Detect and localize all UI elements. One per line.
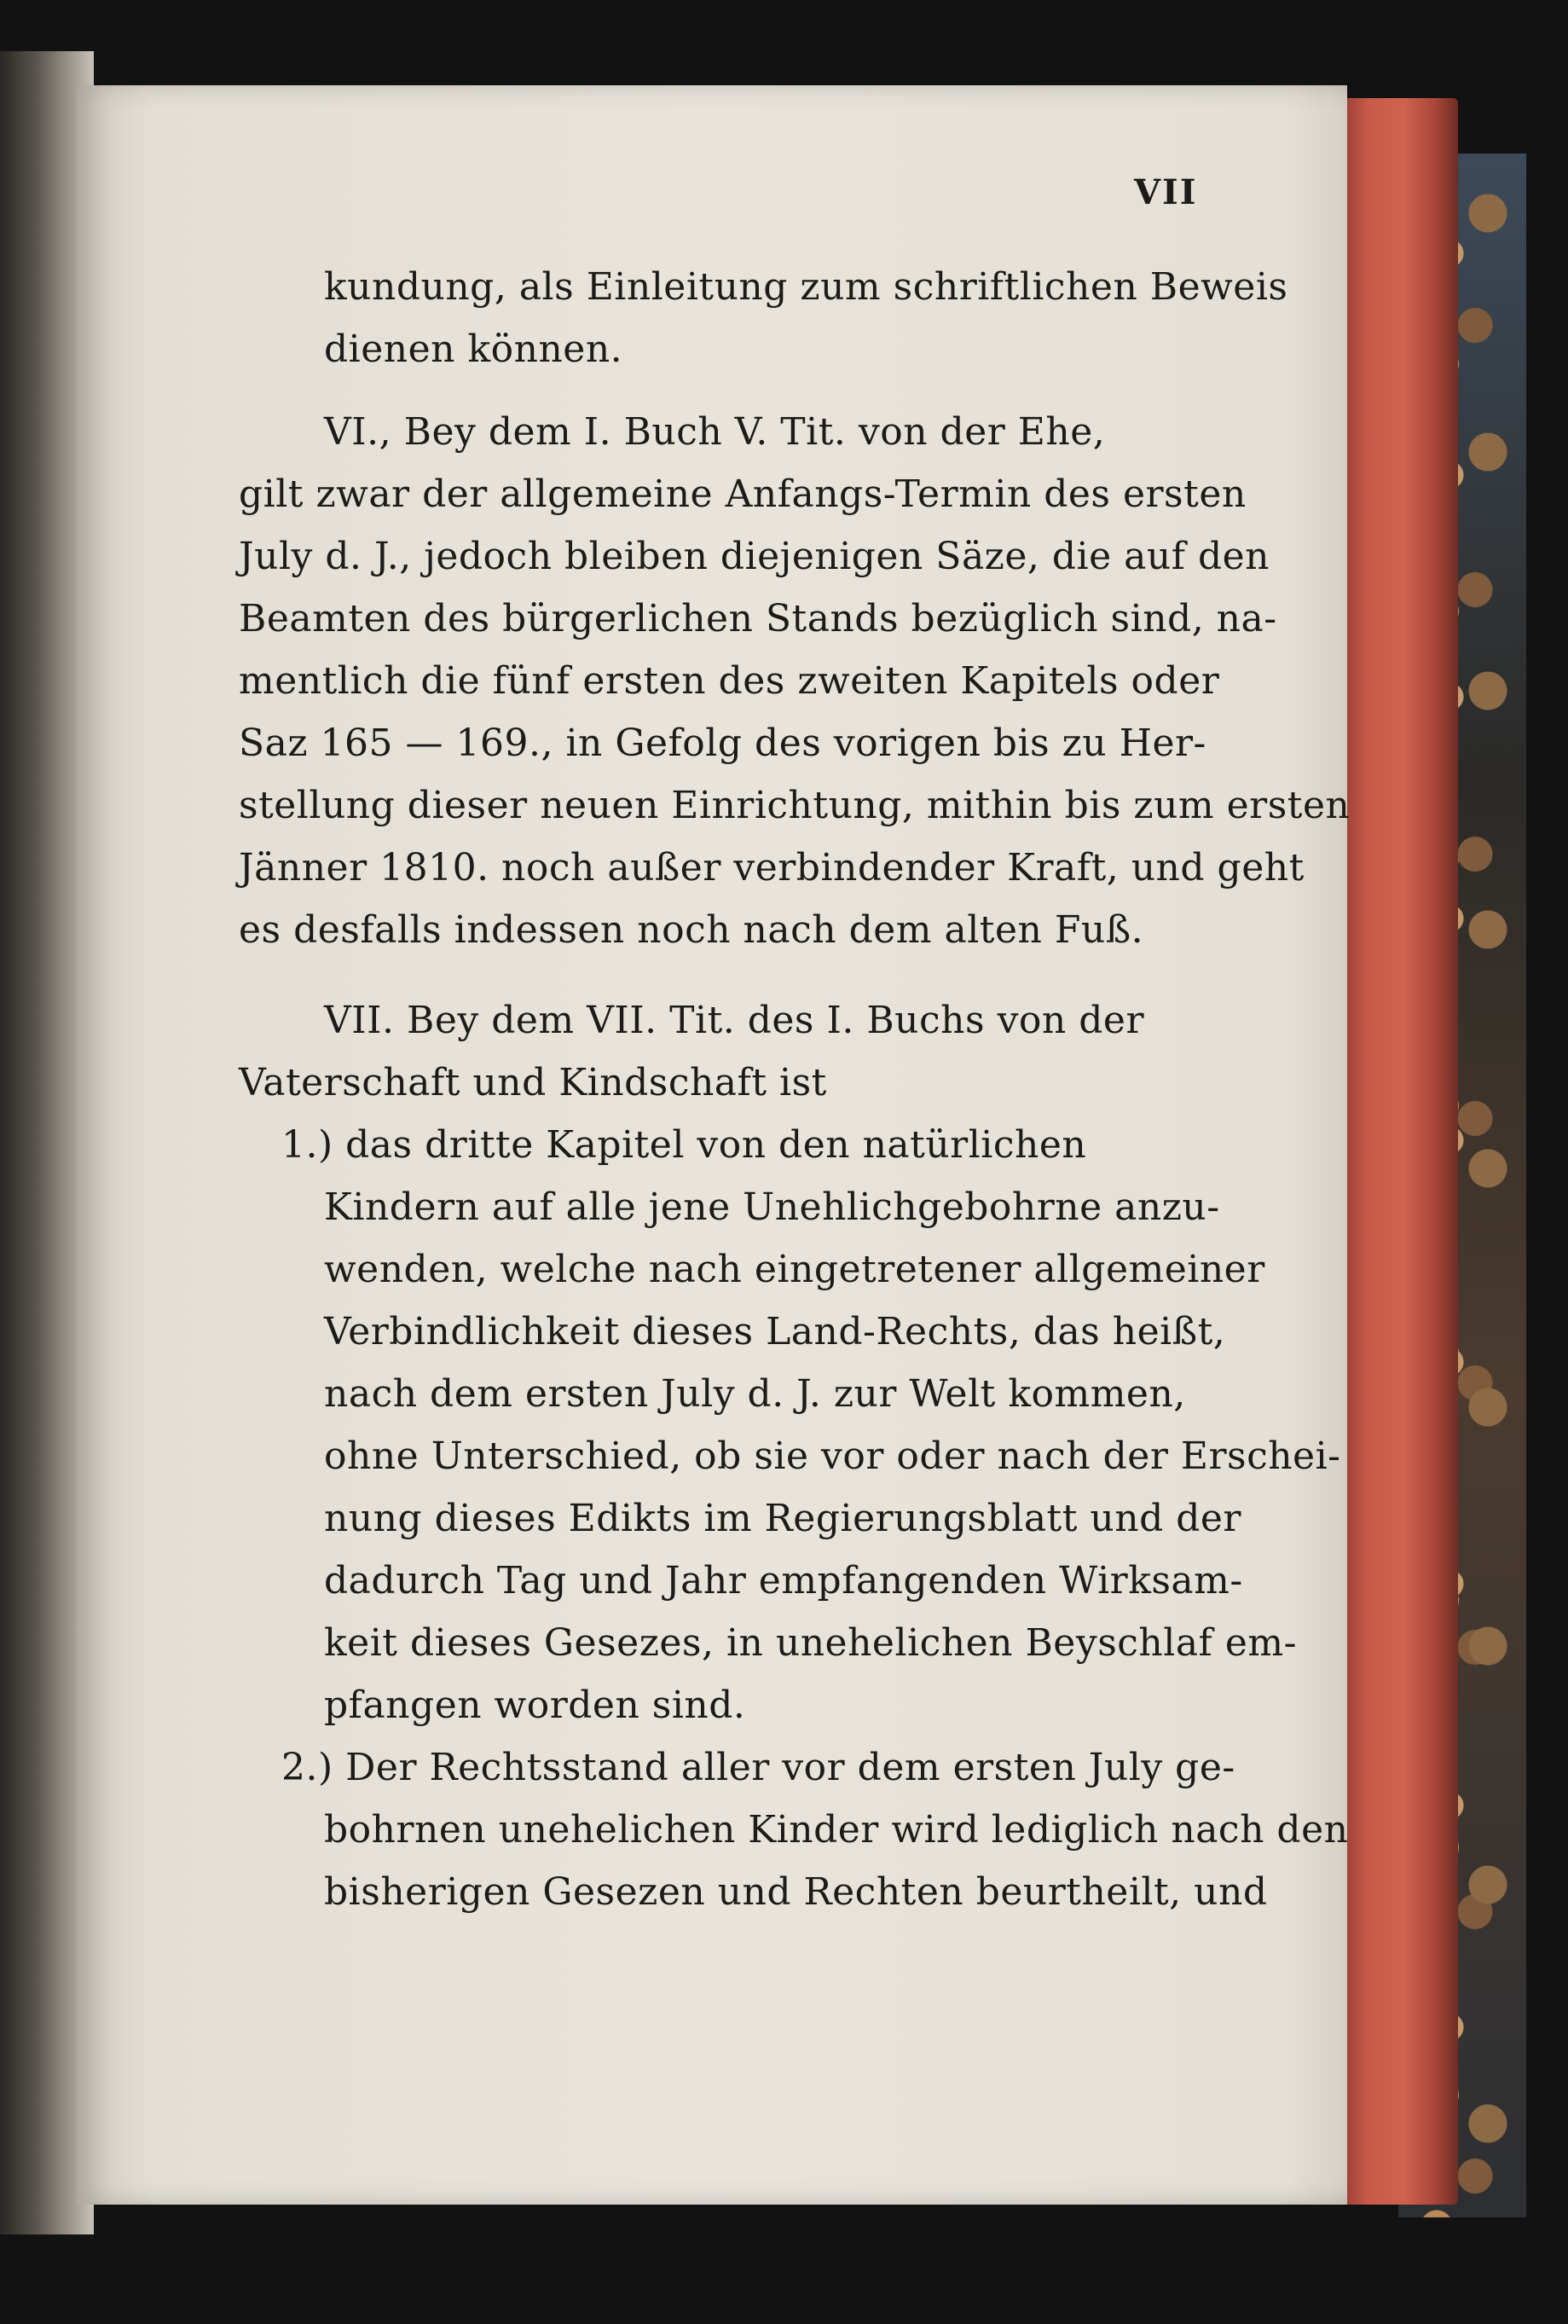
text-line: kundung, als Einleitung zum schriftlichen Beweis (324, 265, 1288, 309)
page-number: VII (1134, 172, 1198, 212)
text-line: July d. J., jedoch bleiben diejenigen Säze, die auf den (239, 535, 1270, 578)
text-line: VII. Bey dem VII. Tit. des I. Buchs von der (324, 999, 1144, 1042)
text-line: wenden, welche nach eingetretener allgemeiner (324, 1248, 1265, 1291)
text-line: stellung dieser neuen Einrichtung, mithin bis zum ersten (239, 784, 1351, 827)
text-line: Vaterschaft und Kindschaft ist (239, 1061, 827, 1104)
text-line: 1.) das dritte Kapitel von den natürlichen (281, 1123, 1087, 1167)
continuation-block (324, 256, 1288, 380)
text-line: ohne Unterschied, ob sie vor oder nach der Erschei- (324, 1434, 1341, 1478)
text-line: dienen können. (324, 327, 623, 371)
text-line: mentlich die fünf ersten des zweiten Kapitels oder (239, 659, 1220, 703)
item-1 (281, 1114, 1341, 1736)
text-line: Saz 165 — 169., in Gefolg des vorigen bis zu Her- (239, 722, 1206, 765)
text-line: pfangen worden sind. (324, 1684, 746, 1727)
text-line: VI., Bey dem I. Buch V. Tit. von der Ehe, (324, 410, 1106, 454)
red-page-edges (1339, 98, 1458, 2205)
text-line: Jänner 1810. noch außer verbindender Kraft, und geht (239, 846, 1305, 890)
paragraph-vii (239, 989, 1144, 1114)
text-line: nung dieses Edikts im Regierungsblatt und der (324, 1497, 1241, 1540)
text-line: es desfalls indessen noch nach dem alten Fuß. (239, 908, 1144, 952)
text-line: dadurch Tag und Jahr empfangenden Wirksam- (324, 1559, 1243, 1602)
paragraph-vi (239, 401, 1350, 961)
text-line: gilt zwar der allgemeine Anfangs-Termin des ersten (239, 472, 1247, 516)
text-line: nach dem ersten July d. J. zur Welt kommen, (324, 1372, 1186, 1416)
text-line: Beamten des bürgerlichen Stands bezüglich sind, na- (239, 597, 1277, 640)
text-line: bohrnen unehelichen Kinder wird lediglich nach den (324, 1808, 1349, 1852)
text-line: Verbindlichkeit dieses Land-Rechts, das heißt, (324, 1310, 1226, 1353)
text-line: Kindern auf alle jene Unehlichgebohrne anzu- (324, 1185, 1220, 1229)
item-2 (281, 1736, 1348, 1923)
text-line: keit dieses Gesezes, in unehelichen Beyschlaf em- (324, 1621, 1297, 1665)
text-line: 2.) Der Rechtsstand aller vor dem ersten July ge- (281, 1746, 1235, 1789)
text-line: bisherigen Gesezen und Rechten beurtheilt, und (324, 1870, 1268, 1914)
